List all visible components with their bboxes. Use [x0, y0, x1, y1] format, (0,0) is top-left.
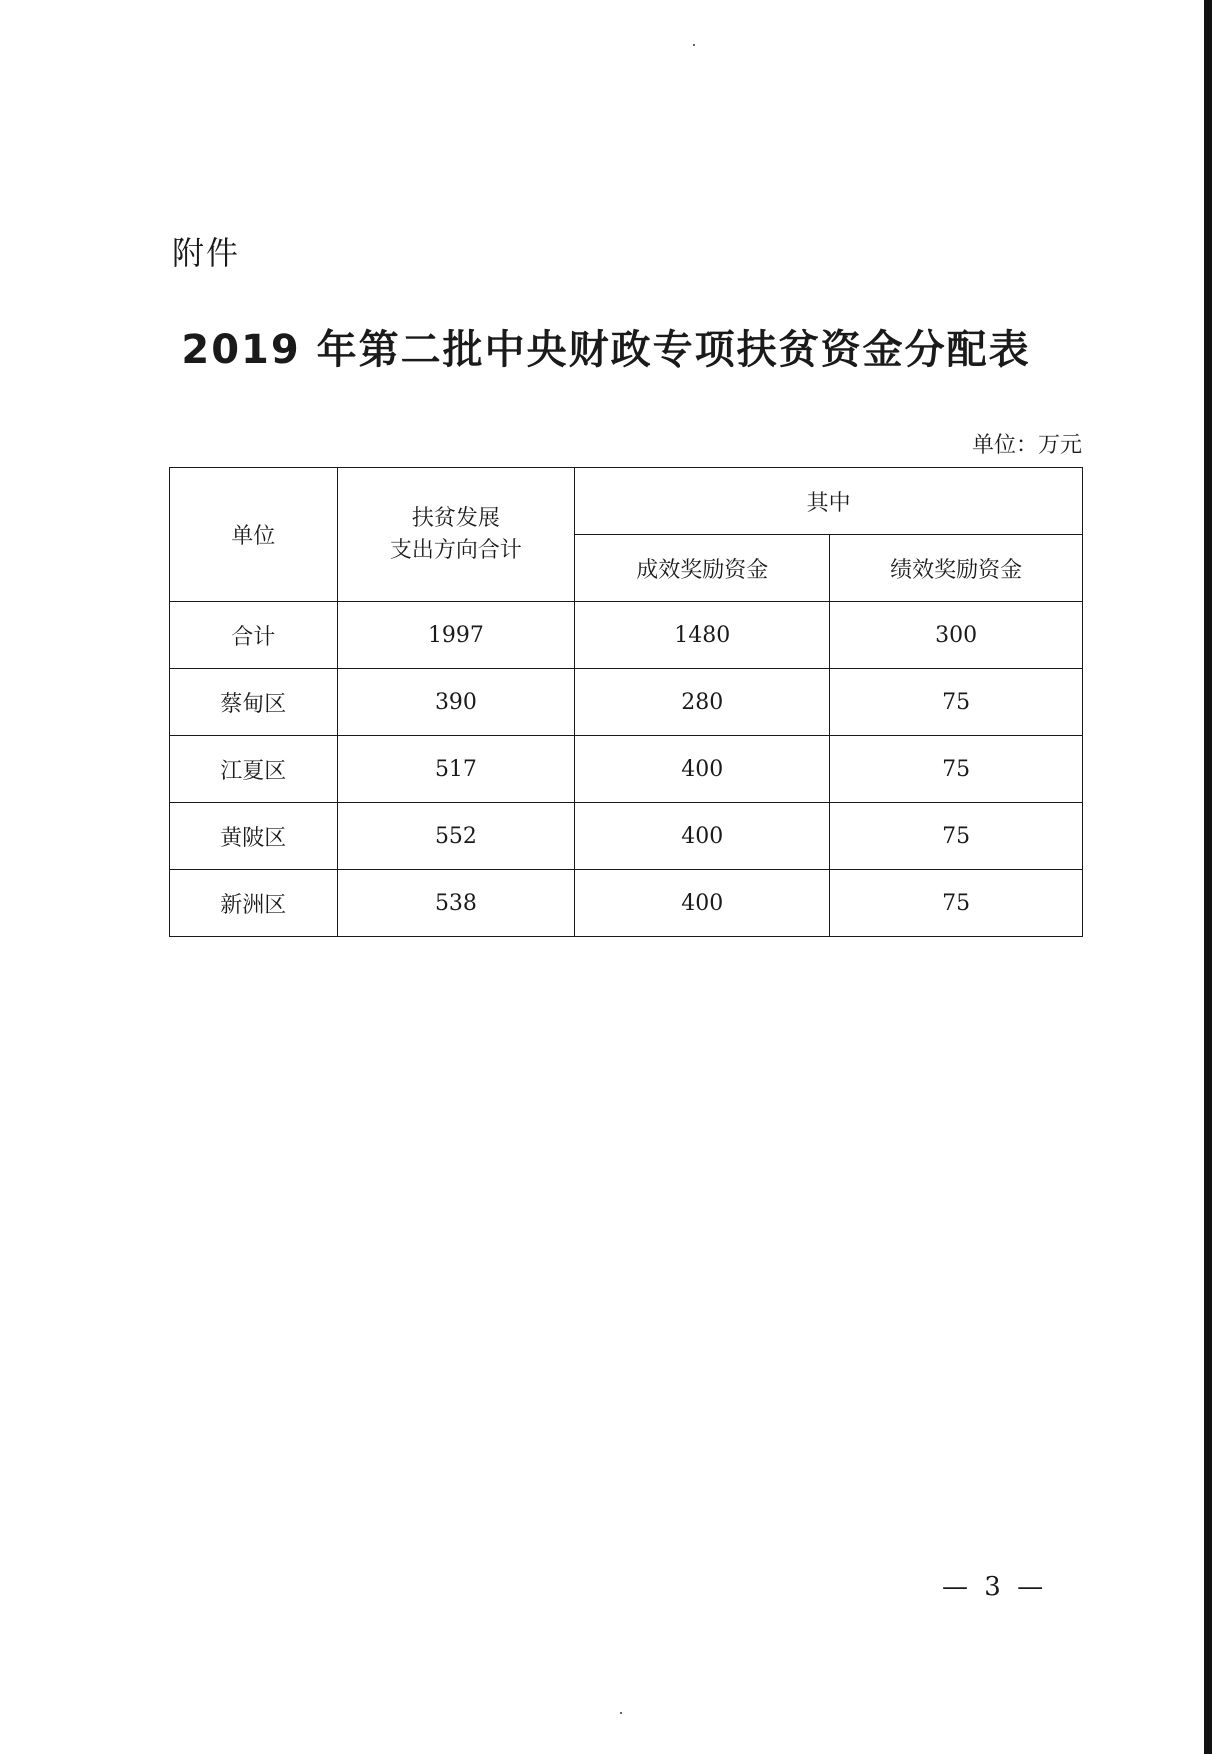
cell-total: 538: [337, 870, 575, 937]
cell-total: 517: [337, 736, 575, 803]
document-title: 2019 年第二批中央财政专项扶贫资金分配表: [181, 327, 1031, 373]
table-row: [170, 736, 1083, 803]
cell-effect: 400: [575, 870, 830, 937]
header-total: [337, 468, 575, 602]
cell-unit: 蔡甸区: [170, 669, 338, 736]
scan-edge: [1204, 0, 1212, 1754]
cell-performance: 75: [830, 736, 1083, 803]
cell-total: 552: [337, 803, 575, 870]
header-total-line2: 支出方向合计: [389, 537, 522, 563]
cell-unit: 江夏区: [170, 736, 338, 803]
table-row: [170, 803, 1083, 870]
cell-total: 1997: [337, 602, 575, 669]
table-header-row: [170, 468, 1083, 535]
cell-effect: 280: [575, 669, 830, 736]
scan-speck: [693, 44, 695, 46]
cell-effect: 400: [575, 736, 830, 803]
header-of-which: 其中: [575, 468, 1083, 535]
header-total-line1: 扶贫发展: [411, 505, 500, 531]
table-row: [170, 870, 1083, 937]
cell-effect: 1480: [575, 602, 830, 669]
attachment-label: 附件: [172, 234, 241, 272]
allocation-table: [169, 467, 1083, 937]
header-effect-reward: 成效奖励资金: [575, 535, 830, 602]
cell-performance: 75: [830, 803, 1083, 870]
cell-unit: 合计: [170, 602, 338, 669]
page-number: — 3 —: [942, 1572, 1048, 1602]
table-row: [170, 602, 1083, 669]
scan-speck: [620, 1712, 622, 1714]
cell-performance: 300: [830, 602, 1083, 669]
header-performance-reward: 绩效奖励资金: [830, 535, 1083, 602]
unit-note: 单位：万元: [971, 433, 1082, 458]
cell-unit: 黄陂区: [170, 803, 338, 870]
cell-performance: 75: [830, 669, 1083, 736]
cell-effect: 400: [575, 803, 830, 870]
table-row: [170, 669, 1083, 736]
cell-unit: 新洲区: [170, 870, 338, 937]
header-unit: 单位: [170, 468, 338, 602]
cell-performance: 75: [830, 870, 1083, 937]
cell-total: 390: [337, 669, 575, 736]
